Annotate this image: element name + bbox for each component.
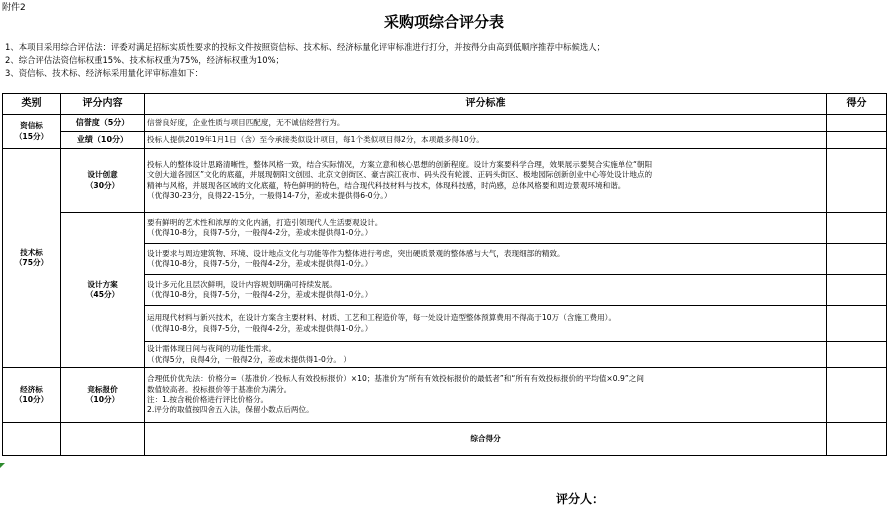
criteria-reputation: 信誉良好度，企业性质与项目匹配度，无不诚信经营行为。	[145, 115, 827, 132]
item-points: （30分）	[85, 180, 120, 190]
category-credit	[3, 115, 61, 149]
item-reputation: 信誉度（5分）	[61, 115, 145, 132]
criteria-line: 设计要求与周边建筑物、环境、设计地点文化与功能等作为整体进行考虑，突出硬质景观的整体感与大气，表现细部的精致。	[147, 248, 565, 258]
category-points: （15分）	[14, 131, 49, 141]
item-points: （10分）	[85, 395, 120, 404]
score-cell[interactable]	[827, 342, 887, 368]
score-cell[interactable]	[827, 244, 887, 275]
item-design-creative	[61, 149, 145, 213]
score-cell[interactable]	[827, 115, 887, 132]
score-cell[interactable]	[827, 132, 887, 149]
criteria-line: 合理低价优先法：价格分=（基准价／投标人有效投标报价）×10；基准价为“所有有效投标报价的最低者”和“所有有效投标报价的平均值×0.9”之间	[147, 374, 644, 384]
category-name: 技术标	[20, 247, 43, 257]
score-cell[interactable]	[827, 213, 887, 244]
criteria-bid-price	[145, 368, 827, 423]
empty-cell	[61, 423, 145, 456]
criteria-plan-1	[145, 213, 827, 244]
category-technical	[3, 149, 61, 368]
criteria-plan-4	[145, 306, 827, 342]
category-name: 经济标	[20, 384, 43, 394]
table-row	[3, 213, 887, 244]
criteria-line: 文创大道各园区”文化的底蕴，并展现朝阳文创园、北京文创街区、豪吉滨江夜市、码头没有轮渡、正码头街区、极地园际创新创业中心等处设计地点的	[147, 170, 653, 180]
score-cell[interactable]	[827, 368, 887, 423]
criteria-plan-3	[145, 275, 827, 306]
criteria-plan-2	[145, 244, 827, 275]
criteria-line: 2.评分的取值按四舍五入法，保留小数点后两位。	[147, 405, 314, 415]
category-points: （75分）	[14, 258, 49, 267]
criteria-line: 设计需体现日间与夜间的功能性需求。	[147, 344, 277, 354]
instruction-line: 2、综合评估法资信标权重15%、技术标权重为75%，经济标权重为10%；	[5, 55, 284, 65]
table-row	[3, 149, 887, 213]
header-score: 得分	[827, 94, 887, 115]
criteria-line: 设计多元化且层次鲜明，设计内容规划明确可持续发展。	[147, 279, 337, 289]
criteria-line: 要有鲜明的艺术性和浓厚的文化内涵，打造引领现代人生活要观设计。	[147, 217, 383, 227]
category-points: （10分）	[14, 395, 49, 404]
criteria-performance: 投标人提供2019年1月1日（含）至今承接类似设计项目，每1个类似项目得2分，本项最多得10分。	[145, 132, 827, 149]
criteria-line: 精神与风格，并展现各区域的文化底蕴，特色鲜明的特色，结合现代科技材料与技术，体现科技感，时尚感，总体风格要和周边景观环境和谐。	[147, 180, 626, 190]
table-row	[3, 368, 887, 423]
instruction-line: 1、本项目采用综合评估法：评委对满足招标实质性要求的投标文件按照资信标、技术标、经济标量化评审标准进行打分，并按得分由高到低顺序推荐中标候选人；	[5, 42, 605, 52]
header-content: 评分内容	[61, 94, 145, 115]
criteria-line: 投标人的整体设计思路清晰性，整体风格一致，结合实际情况，方案立意和核心思想的创新程度。设计方案要科学合理，效果展示要契合实施单位“朝阳	[147, 159, 653, 169]
instructions	[5, 41, 605, 80]
score-cell[interactable]	[827, 275, 887, 306]
scoring-table	[2, 93, 887, 456]
category-name: 资信标	[20, 121, 43, 131]
item-name: 竞标报价	[87, 384, 118, 394]
score-cell[interactable]	[827, 149, 887, 213]
item-design-plan	[61, 213, 145, 368]
criteria-line: （优得10-8分，良得7-5分，一般得4-2分，差或未提供得1-0分。）	[147, 228, 373, 237]
cell-marker-icon	[0, 463, 5, 468]
score-cell[interactable]	[827, 306, 887, 342]
empty-cell	[3, 423, 61, 456]
table-row	[3, 115, 887, 132]
category-economic	[3, 368, 61, 423]
page-title: 采购项综合评分表	[383, 13, 504, 31]
criteria-line: （优得30-23分，良得22-15分，一般得14-7分，差或未提供得6-0分。）	[147, 190, 392, 200]
criteria-line: （优得10-8分，良得7-5分，一般得4-2分，差或未提供得1-0分。）	[147, 290, 373, 299]
criteria-line: 数值较高者。投标报价等于基准价为满分。	[147, 384, 292, 394]
total-score-cell[interactable]	[827, 423, 887, 456]
total-row	[3, 423, 887, 456]
criteria-line: （优得10-8分，良得7-5分，一般得4-2分，差或未提供得1-0分。）	[147, 259, 373, 268]
table-row	[3, 132, 887, 149]
item-bid-price	[61, 368, 145, 423]
criteria-plan-5	[145, 342, 827, 368]
criteria-line: 注：1.按含税价格进行评比价格分。	[147, 395, 269, 404]
table-header-row	[3, 94, 887, 115]
criteria-line: （优得10-8分，良得7-5分，一般得4-2分，差或未提供得1-0分。）	[147, 323, 373, 333]
item-name: 设计创意	[87, 170, 118, 180]
item-points: （45分）	[85, 290, 120, 299]
criteria-design-creative	[145, 149, 827, 213]
header-category: 类别	[3, 94, 61, 115]
criteria-line: （优得5分，良得4分，一般得2分，差或未提供得1-0分。 ）	[147, 354, 351, 364]
total-score-label: 综合得分	[145, 423, 827, 456]
header-criteria: 评分标准	[145, 94, 827, 115]
item-name: 设计方案	[87, 279, 118, 289]
evaluator-label: 评分人：	[556, 492, 605, 506]
criteria-line: 运用现代材料与新兴技术，在设计方案含主要材料、材质、工艺和工程造价等，每一处设计造型整体预算费用不得高于10万（含施工费用）。	[147, 313, 617, 323]
item-performance: 业绩（10分）	[61, 132, 145, 149]
instruction-line: 3、资信标、技术标、经济标采用量化评审标准如下：	[5, 68, 203, 78]
attachment-label: 附件2	[2, 3, 26, 13]
